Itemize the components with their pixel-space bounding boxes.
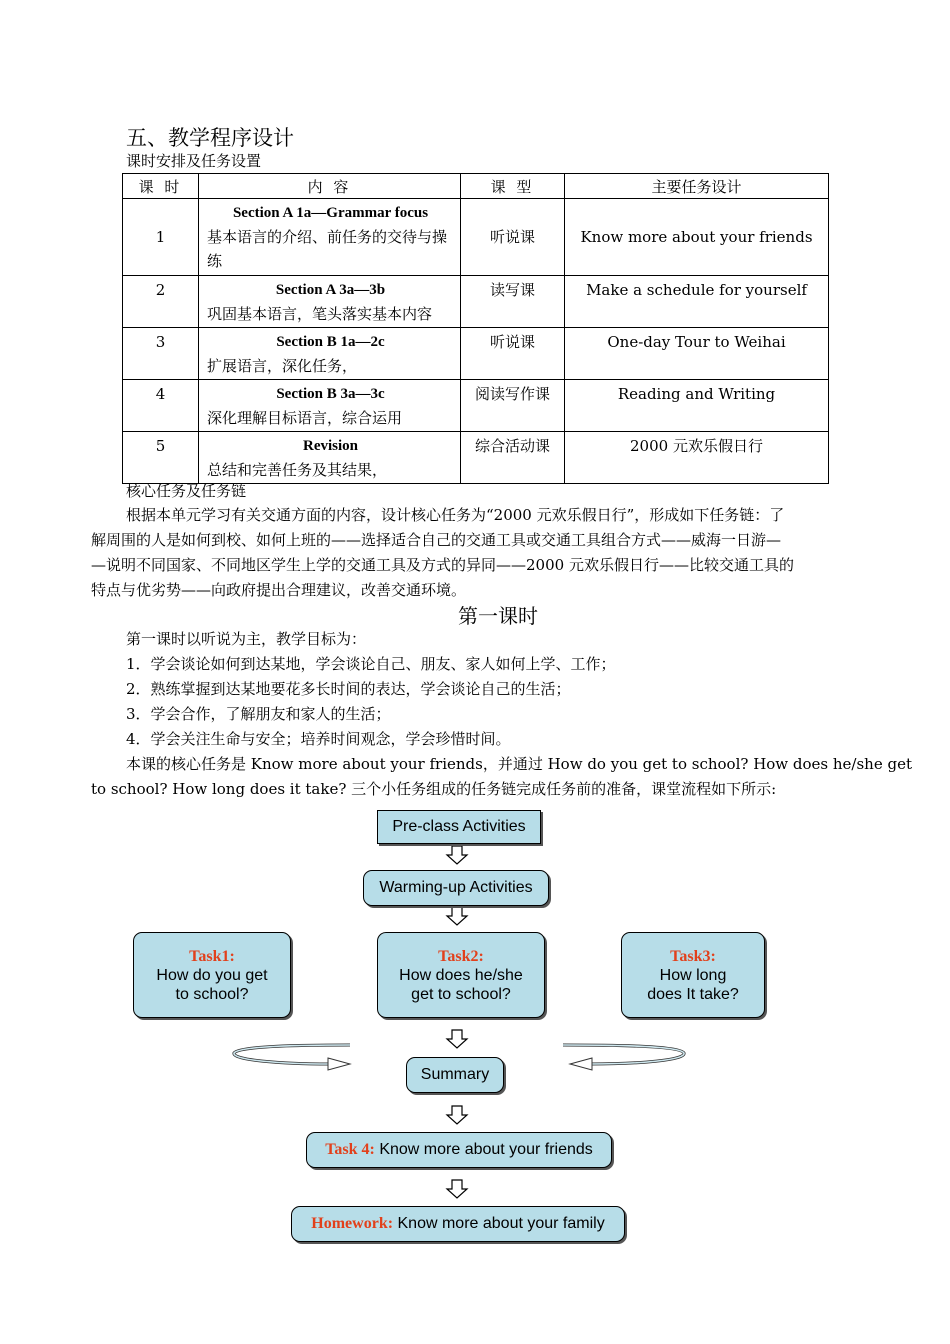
task3-box [621,932,765,1018]
lesson-number: 3 [123,328,199,380]
section-desc: 扩展语言，深化任务， [207,357,358,375]
down-arrow-icon [447,1030,467,1048]
task1-label: Task1: [189,947,235,965]
task3-text: does It take? [647,985,739,1003]
lesson-number: 1 [123,199,199,276]
main-task: 2000 元欢乐假日行 [565,432,829,484]
down-arrow-icon [447,1180,467,1198]
lesson-type: 读写课 [461,276,565,328]
goal-item: 1．学会谈论如何到达某地，学会谈论自己、朋友、家人如何上学、工作； [126,655,616,673]
core-paragraph-line: 特点与优劣势——向政府提出合理建议，改善交通环境。 [91,581,467,599]
lesson-type: 听说课 [461,328,565,380]
goal-item: 2．熟练掌握到达某地要花多长时间的表达，学会谈论自己的生活； [126,680,571,698]
curved-arrow-right-icon [563,1045,684,1070]
header-cell: 课 时 [123,174,199,199]
core-paragraph-line: 解周围的人是如何到校、如何上班的——选择适合自己的交通工具或交通工具组合方式——威海一日游— [91,531,782,549]
preclass-label: Pre-class Activities [392,818,526,835]
main-task: Make a schedule for yourself [565,276,829,328]
section-title: Section A 3a—3b [275,282,386,298]
task4-text: Know more about your friends [379,1141,593,1158]
task3-text: How long [659,966,727,984]
main-task: Reading and Writing [565,380,829,432]
main-task: Know more about your friends [565,199,829,276]
lesson-number: 2 [123,276,199,328]
header-cell: 课 型 [461,174,565,199]
down-arrow-icon [447,846,467,864]
task2-text: get to school? [411,985,511,1003]
task3-label: Task3: [670,947,716,965]
lesson-intro: 第一课时以听说为主，教学目标为： [126,630,367,648]
core-task-line: to school? How long does it take? 三个小任务组成的任务链完成任务前的准备，课堂流程如下所示: [91,780,777,798]
homework-box [291,1206,625,1242]
main-task: One-day Tour to Weihai [565,328,829,380]
warmup-box [363,870,549,906]
core-task-line: 本课的核心任务是 Know more about your friends，并通过 How do you get to school? How does he/she get [126,755,912,773]
core-paragraph-line: 根据本单元学习有关交通方面的内容，设计核心任务为“2000 元欢乐假日行”，形成如下任务链：了 [126,506,785,524]
task2-label: Task2: [438,947,484,965]
homework-text: Know more about your family [397,1215,605,1232]
lesson-type: 阅读写作课 [461,380,565,432]
section-heading: 五、教学程序设计 [126,126,294,150]
summary-label: Summary [420,1066,490,1083]
down-arrow-icon [447,1106,467,1124]
curved-arrow-left-icon [234,1045,350,1070]
header-cell: 内 容 [199,174,461,199]
section-desc: 深化理解目标语言，综合运用 [207,409,403,427]
warmup-label: Warming-up Activities [379,879,533,896]
lesson-number: 4 [123,380,199,432]
task4-label: Task 4: [325,1141,375,1158]
core-paragraph-line: —说明不同国家、不同地区学生上学的交通工具及方式的异同——2000 元欢乐假日行——比较交通工具的 [91,556,794,574]
task1-text: How do you get [156,966,268,984]
lesson-type: 听说课 [461,199,565,276]
section-title: Section B 3a—3c [276,386,385,402]
section-desc: 巩固基本语言，笔头落实基本内容 [207,305,433,323]
task1-box [133,932,291,1018]
header-cell: 主要任务设计 [565,174,829,199]
task4-box [306,1132,612,1168]
section-desc: 基本语言的介绍、前任务的交待与操练 [207,228,448,270]
task1-text: to school? [175,985,249,1003]
preclass-box [377,810,541,844]
lesson-type: 综合活动课 [461,432,565,484]
schedule-title: 课时安排及任务设置 [126,152,262,170]
lesson-number: 5 [123,432,199,484]
summary-box [406,1057,504,1093]
task2-text: How does he/she [399,966,523,984]
section-title: Revision [302,438,358,454]
core-task-title: 核心任务及任务链 [126,482,247,500]
section-desc: 总结和完善任务及其结果， [207,461,388,479]
goal-item: 3．学会合作，了解朋友和家人的生活； [126,705,391,723]
section-title: Section B 1a—2c [276,334,385,350]
task2-box [377,932,545,1018]
goal-item: 4．学会关注生命与安全；培养时间观念，学会珍惜时间。 [126,730,511,748]
down-arrow-icon [447,907,467,925]
lesson-title: 第一课时 [458,604,538,628]
section-title: Section A 1a—Grammar focus [232,205,429,221]
homework-label: Homework: [311,1215,394,1232]
